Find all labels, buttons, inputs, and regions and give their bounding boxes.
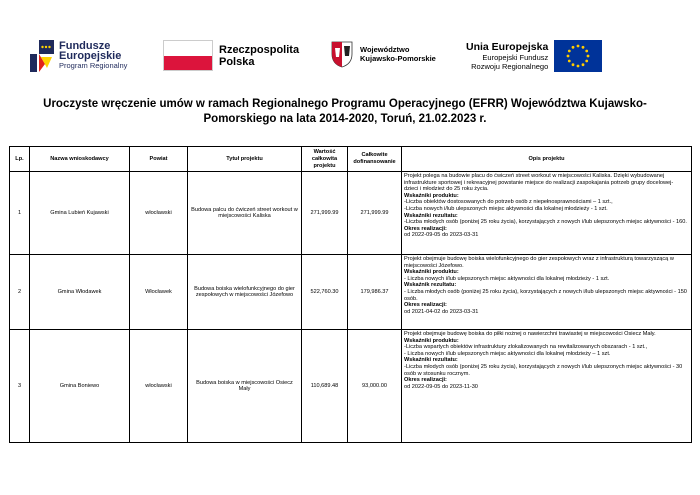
cell-lp: 2 bbox=[10, 255, 30, 330]
opis-prod-label: Wskaźniki produktu: bbox=[404, 269, 459, 276]
cell-dofinansowanie: 179,986.37 bbox=[348, 255, 402, 330]
cell-opis bbox=[402, 330, 692, 443]
cell-wartosc: 110,689.48 bbox=[302, 330, 348, 443]
table-row bbox=[10, 172, 692, 255]
cell-opis bbox=[402, 255, 692, 330]
fe-line2: Europejskie bbox=[59, 50, 122, 62]
cell-dofinansowanie: 271,999.99 bbox=[348, 172, 402, 255]
opis-rez-label: Wskaźnik rezultatu: bbox=[404, 282, 457, 289]
projects-table bbox=[9, 146, 692, 443]
pl-line1: Rzeczpospolita bbox=[219, 43, 300, 56]
header-dofinansowanie: Całkowite dofinansowanie bbox=[348, 147, 402, 172]
cell-tytul: Budowa boiska wielofunkcyjnego do gier zespołowych w miejscowości Józefowo bbox=[188, 255, 302, 330]
polish-flag-icon bbox=[163, 40, 213, 71]
opis-rez-label: Wskaźniki rezultatu: bbox=[404, 212, 458, 219]
unia-europejska-logo bbox=[466, 40, 602, 72]
cell-wartosc: 522,760.30 bbox=[302, 255, 348, 330]
header-tytul: Tytuł projektu bbox=[188, 147, 302, 172]
opis-rez-label: Wskaźniki rezultatu: bbox=[404, 357, 458, 364]
cell-wartosc: 271,999.99 bbox=[302, 172, 348, 255]
kujawsko-pomorskie-crest-icon bbox=[330, 40, 354, 68]
opis-prod: -Liczba nowych i/lub ulepszonych miejsc aktywności dla lokalnej młodzieży - 1 szt. bbox=[404, 205, 608, 212]
cell-lp: 3 bbox=[10, 330, 30, 443]
rzeczpospolita-polska-logo bbox=[163, 40, 299, 71]
cell-dofinansowanie: 93,000.00 bbox=[348, 330, 402, 443]
opis-intro: Projekt polega na budowie placu do ćwiczeń street workout w miejscowości Kaliska. Dzięki wybudowanej infrastrukture sportowej i rekreacyjnej powstanie miejsce do realizacji zaspokajania potrzeb grupy docelowej- dzieci i młodzież do 25 roku życia. bbox=[404, 173, 674, 193]
wojewodztwo-logo bbox=[330, 40, 436, 68]
fundusze-europejskie-logo bbox=[30, 40, 127, 72]
kp-line2: Kujawsko-Pomorskie bbox=[360, 54, 436, 63]
kp-line1: Województwo bbox=[360, 45, 410, 54]
fundusze-europejskie-icon bbox=[30, 40, 54, 72]
fe-line1: Fundusze bbox=[59, 40, 111, 52]
header-name: Nazwa wnioskodawcy bbox=[30, 147, 130, 172]
pl-line2: Polska bbox=[219, 55, 255, 68]
fe-line3: Program Regionalny bbox=[59, 61, 128, 70]
logo-bar bbox=[0, 0, 700, 80]
opis-intro: Projekt obejmuje budowę boiska do piłki nożnej o nawierzchni trawiastej w miejscowości Osiecz Mały. bbox=[404, 331, 656, 337]
cell-name: Gmina Boniewo bbox=[30, 330, 130, 443]
eu-line2: Europejski Fundusz bbox=[482, 53, 549, 62]
opis-okres: od 2021-04-02 do 2023-03-31 bbox=[404, 308, 479, 315]
header-lp: Lp. bbox=[10, 147, 30, 172]
opis-okres: od 2022-09-05 do 2023-03-31 bbox=[404, 232, 479, 239]
opis-okres-label: Okres realizacji: bbox=[404, 225, 447, 232]
title-line1: Uroczyste wręczenie umów w ramach Regionalnego Programu Operacyjnego (EFRR) Województwa Kujawsko- bbox=[43, 98, 647, 110]
cell-powiat: Włocławek bbox=[130, 255, 188, 330]
cell-powiat: włocławski bbox=[130, 172, 188, 255]
opis-rez: -Liczba młodych osób (poniżej 25 roku życia), korzystających z nowych i/lub ulepszonych miejsc aktywności - 160. bbox=[404, 219, 687, 226]
opis-prod: - Liczba nowych i/lub ulepszonych miejsc aktywności dla lokalnej młodzieży - 1 szt. bbox=[404, 275, 610, 282]
cell-tytul: Budowa palcu do ćwiczeń street workout w miejscowości Kaliska bbox=[188, 172, 302, 255]
table-header-row bbox=[10, 147, 692, 172]
opis-prod: -Liczba wspartych obiektów infrastruktury zlokalizowanych na rewitalizowanych obszarach - 1 szt., bbox=[404, 344, 648, 351]
opis-intro: Projekt obejmuje budowę boiska wielofunkcyjnego do gier zespołowych wraz z infrastrukturą towarzyszącą w miejscowości Józefowo. bbox=[404, 256, 674, 269]
cell-opis bbox=[402, 172, 692, 255]
title-line2: Pomorskiego na lata 2014-2020, Toruń, 21.02.2023 r. bbox=[203, 113, 487, 125]
opis-prod-label: Wskaźniki produktu: bbox=[404, 337, 459, 344]
opis-okres: od 2022-09-05 do 2023-11-30 bbox=[404, 383, 478, 390]
opis-prod-label: Wskaźniki produktu: bbox=[404, 192, 459, 199]
opis-prod: -Liczba obiektów dostosowanych do potrzeb osób z niepełnosprawnościami – 1 szt., bbox=[404, 199, 613, 206]
document-title bbox=[20, 97, 670, 127]
opis-okres-label: Okres realizacji: bbox=[404, 377, 447, 384]
header-opis: Opis projektu bbox=[402, 147, 692, 172]
cell-name: Gmina Włodawek bbox=[30, 255, 130, 330]
opis-rez: - Liczba młodych osób (poniżej 25 roku życia), korzystających z nowych i/lub ulepszonych miejsc aktywności - 150 osób. bbox=[404, 288, 687, 302]
opis-prod: - Liczba nowych i/lub ulepszonych miejsc aktywności dla lokalnej młodzieży – 1 szt. bbox=[404, 350, 611, 357]
cell-lp: 1 bbox=[10, 172, 30, 255]
cell-tytul: Budowa boiska w miejscowości Osiecz Mały bbox=[188, 330, 302, 443]
cell-name: Gmina Lubień Kujawski bbox=[30, 172, 130, 255]
header-powiat: Powiat bbox=[130, 147, 188, 172]
opis-rez: -Liczba młodych osób (poniżej 25 roku życia), korzystających z nowych i/lub ulepszonych miejsc aktywności - 30 osób w stosunku rocznym. bbox=[404, 363, 683, 377]
table-row bbox=[10, 330, 692, 443]
eu-line3: Rozwoju Regionalnego bbox=[471, 62, 549, 71]
table-row bbox=[10, 255, 692, 330]
eu-line1: Unia Europejska bbox=[466, 41, 549, 53]
opis-okres-label: Okres realizacji: bbox=[404, 302, 447, 309]
cell-powiat: włocławski bbox=[130, 330, 188, 443]
eu-flag-icon bbox=[554, 40, 602, 72]
header-wartosc: Wartość całkowita projektu bbox=[302, 147, 348, 172]
